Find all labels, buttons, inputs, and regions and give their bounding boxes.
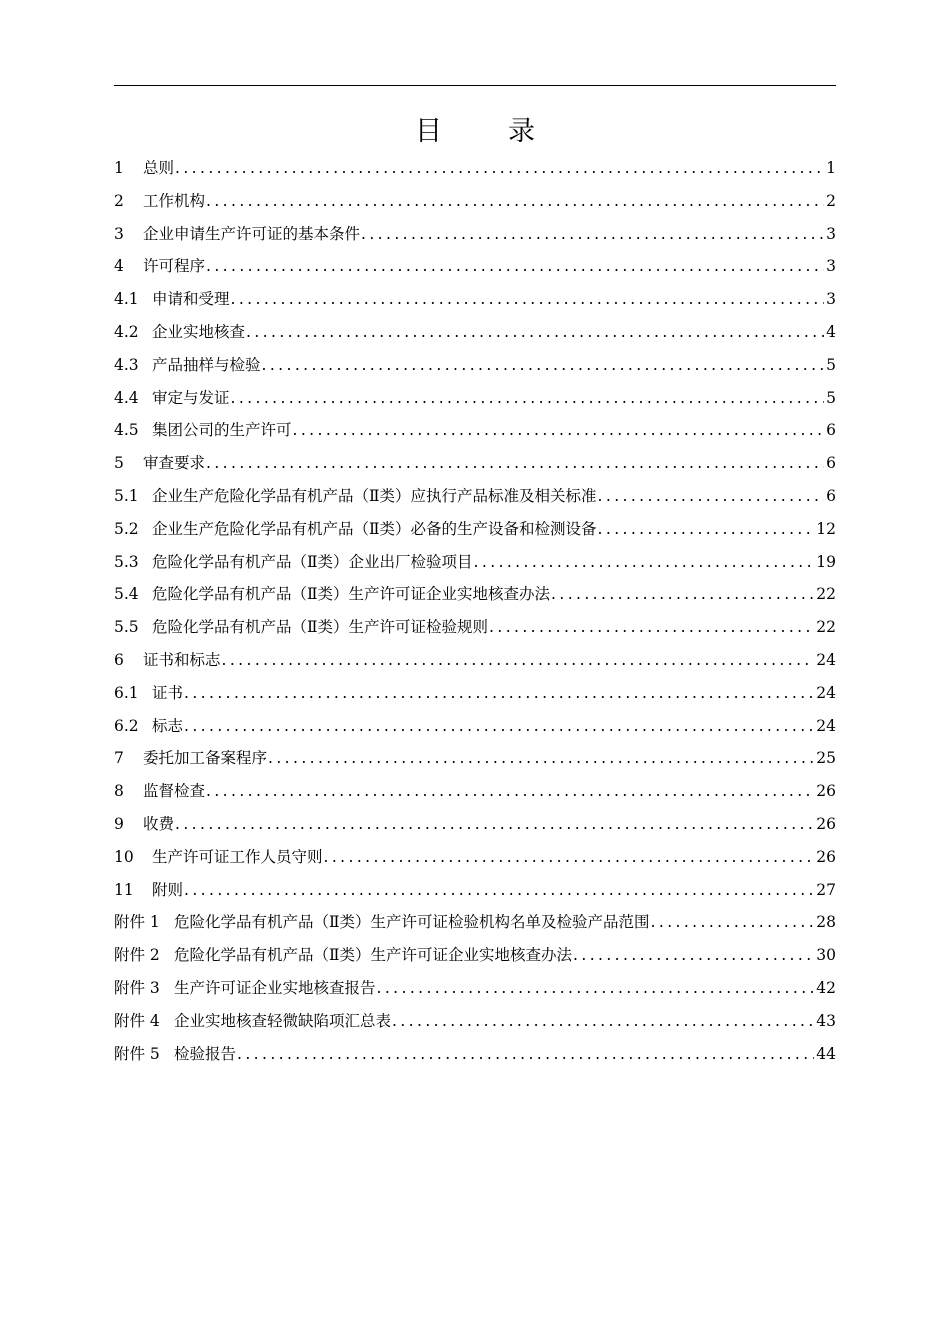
toc-entry-page: 43 — [816, 1011, 836, 1030]
toc-entry[interactable] — [114, 939, 836, 972]
toc-entry-label: 标志 — [152, 716, 184, 735]
toc-entry-number: 附件 4 — [114, 1011, 160, 1030]
header-rule — [114, 85, 836, 86]
toc-leader-dots — [184, 874, 814, 907]
toc-entry[interactable] — [114, 250, 836, 283]
toc-leader-dots — [268, 742, 814, 775]
toc-entry[interactable] — [114, 677, 836, 710]
toc-entry-label: 产品抽样与检验 — [152, 355, 261, 374]
toc-entry-page: 24 — [816, 716, 836, 735]
toc-leader-dots — [206, 250, 824, 283]
toc-leader-dots — [489, 611, 814, 644]
toc-leader-dots — [175, 152, 824, 185]
toc-entry[interactable] — [114, 874, 836, 907]
toc-entry-page: 6 — [826, 486, 836, 505]
toc-entry-label: 总则 — [143, 159, 175, 177]
toc-entry[interactable] — [114, 644, 836, 677]
toc-entry-number: 8 — [114, 782, 124, 801]
toc-entry-label: 企业申请生产许可证的基本条件 — [143, 224, 361, 243]
toc-entry[interactable] — [114, 906, 836, 939]
toc-entry-page: 42 — [816, 978, 836, 997]
toc-entry[interactable] — [114, 1038, 836, 1071]
toc-leader-dots — [598, 480, 825, 513]
toc-entry[interactable] — [114, 480, 836, 513]
toc-entry-page: 25 — [816, 749, 836, 768]
toc-entry[interactable] — [114, 513, 836, 546]
toc-entry-number: 6.2 — [114, 716, 139, 735]
toc-entry-number: 附件 1 — [114, 913, 160, 932]
toc-entry-number: 4.2 — [114, 322, 139, 341]
toc-leader-dots — [184, 677, 814, 710]
toc-entry-label: 收费 — [143, 814, 175, 833]
toc-leader-dots — [206, 447, 824, 480]
toc-entry[interactable] — [114, 546, 836, 579]
toc-entry-number: 附件 3 — [114, 978, 160, 997]
toc-entry-page: 6 — [826, 454, 836, 473]
toc-entry-page: 22 — [816, 618, 836, 637]
toc-entry-page: 1 — [826, 159, 836, 177]
toc-entry-number: 附件 5 — [114, 1044, 160, 1063]
toc-entry-label: 危险化学品有机产品（Ⅱ类）生产许可证检验机构名单及检验产品范围 — [174, 913, 650, 932]
toc-leader-dots — [175, 808, 814, 841]
toc-entry-label: 企业实地核查轻微缺陷项汇总表 — [174, 1011, 392, 1030]
toc-entry-label: 附则 — [152, 880, 184, 899]
toc-entry-number: 3 — [114, 224, 124, 243]
toc-entry-label: 审定与发证 — [152, 388, 230, 407]
toc-entry-page: 26 — [816, 782, 836, 801]
toc-entry-number: 4 — [114, 257, 124, 276]
toc-leader-dots — [551, 578, 814, 611]
toc-entry[interactable] — [114, 349, 836, 382]
toc-leader-dots — [246, 316, 824, 349]
toc-entry-label: 检验报告 — [174, 1044, 237, 1063]
toc-entry[interactable] — [114, 316, 836, 349]
toc-entry-label: 证书和标志 — [143, 650, 221, 669]
toc-entry-page: 24 — [816, 683, 836, 702]
toc-entry-page: 27 — [816, 880, 836, 899]
toc-entry-label: 企业生产危险化学品有机产品（Ⅱ类）必备的生产设备和检测设备 — [152, 519, 597, 538]
toc-entry[interactable] — [114, 775, 836, 808]
toc-leader-dots — [231, 283, 825, 316]
toc-entry-label: 许可程序 — [143, 257, 206, 276]
toc-entry-page: 28 — [816, 913, 836, 932]
toc-leader-dots — [474, 546, 815, 579]
toc-entry-page: 2 — [826, 191, 836, 210]
toc-entry-label: 申请和受理 — [152, 290, 230, 309]
toc-entry-label: 危险化学品有机产品（Ⅱ类）企业出厂检验项目 — [152, 552, 473, 571]
toc-leader-dots — [377, 972, 815, 1005]
toc-entry-page: 5 — [826, 388, 836, 407]
toc-entry-page: 3 — [826, 290, 836, 309]
toc-leader-dots — [598, 513, 815, 546]
toc-entry-number: 5.1 — [114, 486, 139, 505]
toc-entry-number: 4.1 — [114, 290, 139, 309]
toc-entry[interactable] — [114, 185, 836, 218]
toc-leader-dots — [184, 710, 814, 743]
toc-entry-label: 生产许可证工作人员守则 — [152, 847, 323, 866]
toc-entry[interactable] — [114, 841, 836, 874]
toc-entry-number: 7 — [114, 749, 124, 768]
toc-entry-page: 26 — [816, 814, 836, 833]
toc-entry-page: 26 — [816, 847, 836, 866]
toc-entry-number: 11 — [114, 880, 134, 899]
toc-entry[interactable] — [114, 414, 836, 447]
toc-entry-number: 10 — [114, 847, 134, 866]
toc-entry[interactable] — [114, 742, 836, 775]
toc-title-left: 目 — [415, 116, 442, 147]
toc-entry[interactable] — [114, 152, 836, 185]
toc-leader-dots — [361, 218, 824, 251]
toc-entry-page: 24 — [816, 650, 836, 669]
toc-entry[interactable] — [114, 382, 836, 415]
toc-entry-label: 危险化学品有机产品（Ⅱ类）生产许可证企业实地核查办法 — [174, 946, 573, 965]
toc-entry-page: 4 — [826, 322, 836, 341]
toc-entry-label: 工作机构 — [143, 191, 206, 210]
table-of-contents — [114, 152, 836, 1070]
toc-entry[interactable] — [114, 611, 836, 644]
toc-leader-dots — [206, 775, 814, 808]
toc-entry[interactable] — [114, 578, 836, 611]
toc-entry-label: 危险化学品有机产品（Ⅱ类）生产许可证检验规则 — [152, 618, 489, 637]
toc-leader-dots — [324, 841, 815, 874]
toc-leader-dots — [206, 185, 824, 218]
toc-entry-page: 6 — [826, 421, 836, 440]
toc-entry-page: 3 — [826, 257, 836, 276]
toc-entry-number: 5.4 — [114, 585, 139, 604]
toc-entry-page: 19 — [816, 552, 836, 571]
toc-entry-number: 2 — [114, 191, 124, 210]
toc-entry-label: 证书 — [152, 683, 184, 702]
toc-entry-number: 6.1 — [114, 683, 139, 702]
toc-leader-dots — [651, 906, 815, 939]
toc-entry-label: 危险化学品有机产品（Ⅱ类）生产许可证企业实地核查办法 — [152, 585, 551, 604]
toc-leader-dots — [573, 939, 814, 972]
toc-entry-number: 1 — [114, 159, 124, 177]
toc-entry-number: 6 — [114, 650, 124, 669]
toc-entry-number: 5.2 — [114, 519, 139, 538]
toc-entry[interactable] — [114, 808, 836, 841]
toc-entry[interactable] — [114, 283, 836, 316]
toc-entry[interactable] — [114, 1005, 836, 1038]
toc-entry-number: 5.5 — [114, 618, 139, 637]
toc-entry-number: 9 — [114, 814, 124, 833]
toc-leader-dots — [262, 349, 825, 382]
toc-leader-dots — [237, 1038, 814, 1071]
toc-entry-label: 委托加工备案程序 — [143, 749, 268, 768]
toc-entry-number: 5.3 — [114, 552, 139, 571]
toc-entry-number: 5 — [114, 454, 124, 473]
toc-entry-label: 审查要求 — [143, 454, 206, 473]
toc-entry[interactable] — [114, 972, 836, 1005]
toc-entry-number: 4.3 — [114, 355, 139, 374]
toc-entry-label: 监督检查 — [143, 782, 206, 801]
toc-entry-label: 集团公司的生产许可 — [152, 421, 292, 440]
toc-entry-number: 4.5 — [114, 421, 139, 440]
toc-leader-dots — [231, 382, 825, 415]
toc-leader-dots — [293, 414, 825, 447]
toc-entry-page: 5 — [826, 355, 836, 374]
toc-entry[interactable] — [114, 218, 836, 251]
toc-entry-page: 3 — [826, 224, 836, 243]
toc-entry-label: 企业实地核查 — [152, 322, 246, 341]
toc-leader-dots — [392, 1005, 814, 1038]
toc-entry-page: 44 — [816, 1044, 836, 1063]
toc-entry-page: 22 — [816, 585, 836, 604]
toc-leader-dots — [222, 644, 815, 677]
toc-entry-number: 4.4 — [114, 388, 139, 407]
toc-entry-page: 12 — [816, 519, 836, 538]
toc-entry-label: 企业生产危险化学品有机产品（Ⅱ类）应执行产品标准及相关标准 — [152, 486, 597, 505]
toc-entry-label: 生产许可证企业实地核查报告 — [174, 978, 376, 997]
toc-entry-number: 附件 2 — [114, 946, 160, 965]
toc-entry[interactable] — [114, 447, 836, 480]
toc-entry[interactable] — [114, 710, 836, 743]
toc-title-right: 录 — [508, 116, 535, 147]
toc-entry-page: 30 — [816, 946, 836, 965]
toc-title — [0, 114, 950, 150]
